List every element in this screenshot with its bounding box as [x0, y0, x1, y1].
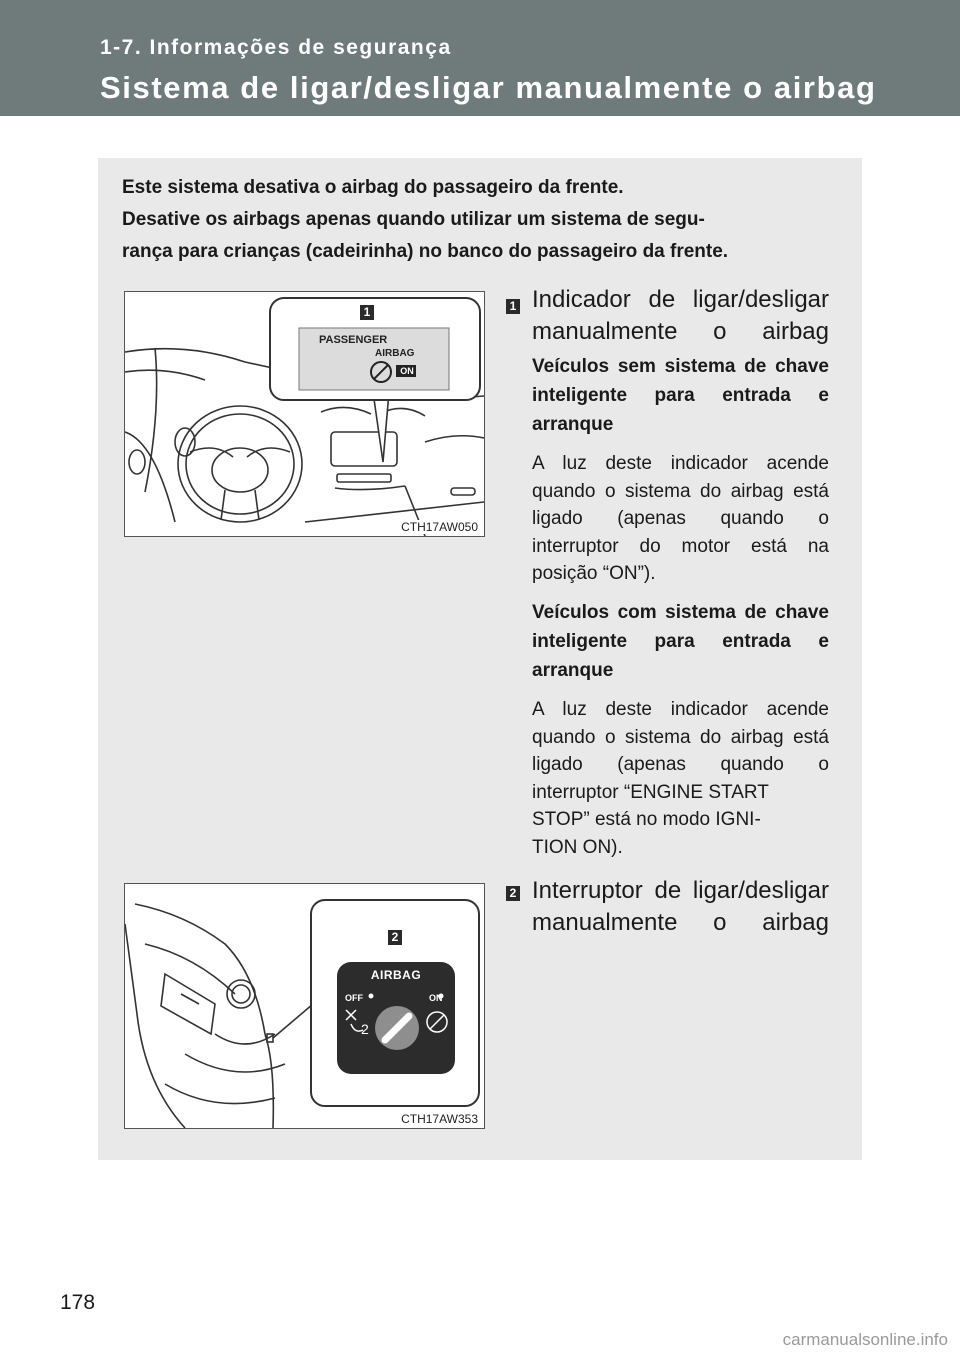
airbag-label: AIRBAG	[375, 348, 415, 359]
item-2-title: Interruptor de ligar/desligar manualmente o airbag	[532, 877, 829, 936]
item-1-text-without-smart-key: A luz deste indicador acende quando o sistema do airbag está ligado (apenas quando o interruptor do motor está na posição “ON”).	[532, 453, 829, 584]
text-line: TION ON).	[532, 836, 623, 858]
switch-off-label: OFF	[345, 993, 363, 1003]
figure-code: CTH17AW050	[401, 520, 478, 534]
item-1-subheading-without-smart-key: Veículos sem sistema de chave inteligente para entrada e arranque	[532, 356, 829, 435]
item-1-text-with-smart-key	[532, 696, 829, 861]
item-1-title: Indicador de ligar/desligar manualmente o airbag	[532, 286, 829, 345]
switch-position-2-glyph: 2	[361, 1021, 369, 1037]
dashboard-illustration	[124, 291, 485, 537]
intro-line: Desative os airbags apenas quando utilizar um sistema de segu-	[122, 209, 705, 230]
airbag-switch-drawing	[125, 884, 484, 1128]
switch-on-label: ON	[429, 993, 443, 1003]
on-indicator-label: ON	[400, 366, 414, 376]
page-number: 178	[60, 1291, 96, 1314]
switch-airbag-label: AIRBAG	[370, 968, 422, 982]
watermark: carmanualsonline.info	[782, 1330, 948, 1349]
callout-number-2: 2	[388, 930, 402, 945]
intro-line: Este sistema desativa o airbag do passageiro da frente.	[122, 177, 624, 198]
airbag-switch-illustration	[124, 883, 485, 1129]
chapter-header	[0, 0, 960, 116]
section-label: 1-7. Informações de segurança	[100, 36, 452, 59]
callout-number-1: 1	[360, 305, 374, 320]
item-number-2: 2	[506, 886, 520, 901]
intro-paragraph	[122, 172, 834, 268]
text-line: A luz deste indicador acende quando o sistema do airbag está ligado (apenas quando o interruptor “ENGINE START	[532, 699, 829, 803]
intro-line: rança para crianças (cadeirinha) no banco do passageiro da frente.	[122, 241, 729, 262]
item-number-1: 1	[506, 299, 520, 314]
dashboard-drawing	[125, 292, 484, 536]
figure-code: CTH17AW353	[401, 1112, 478, 1126]
text-line: STOP” está no modo IGNI-	[532, 809, 761, 830]
page-title: Sistema de ligar/desligar manualmente o airbag	[100, 70, 877, 105]
item-1-subheading-with-smart-key: Veículos com sistema de chave inteligente para entrada e arranque	[532, 602, 829, 681]
passenger-label: PASSENGER	[319, 334, 388, 346]
